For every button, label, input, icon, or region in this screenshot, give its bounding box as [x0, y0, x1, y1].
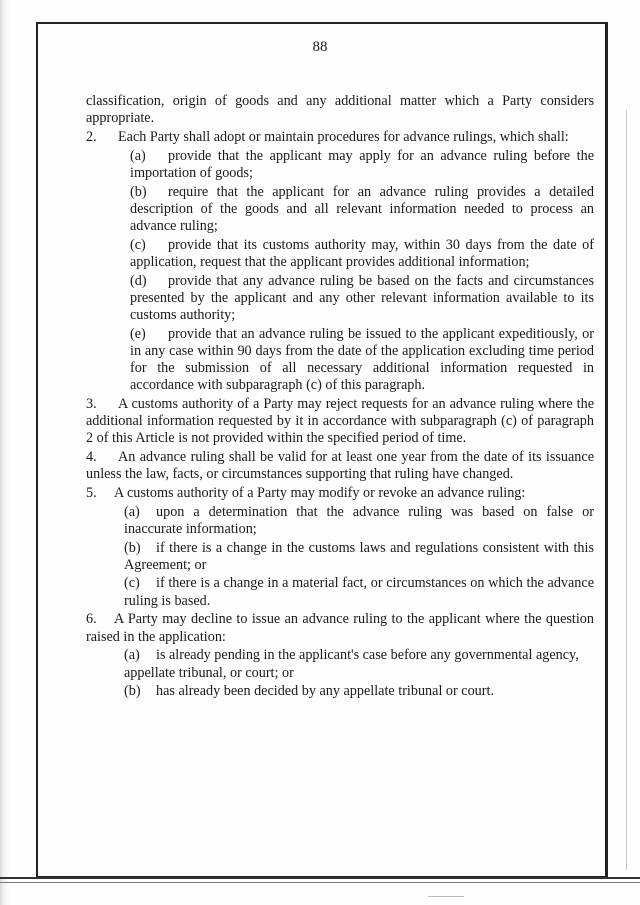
paragraph-number: 2.: [86, 128, 97, 145]
subparagraph-6b: [124, 683, 594, 700]
document-body: [86, 93, 594, 702]
scan-mark: [428, 896, 464, 897]
subparagraph-text: if there is a change in a material fact, or circumstances on which the advance ruling is based.: [124, 575, 594, 609]
subparagraph-text: provide that its customs authority may, within 30 days from the date of application, request that the applicant provides additional information;: [130, 236, 594, 270]
subparagraph-label: (a): [130, 147, 146, 164]
subparagraph-text: provide that an advance ruling be issued to the applicant expeditiously, or in any case within 90 days from the date of the application excluding time period for the submission of all necessary additional information requested in accordance with subparagraph (c) of this paragraph.: [130, 325, 594, 394]
subparagraph-label: (b): [124, 539, 141, 556]
paragraph-3: [86, 396, 594, 448]
subparagraph-2d: [130, 273, 594, 325]
subparagraph-label: (a): [124, 503, 140, 520]
subparagraph-label: (d): [130, 272, 147, 289]
subparagraph-label: (a): [124, 647, 140, 664]
subparagraph-2a: [130, 148, 594, 182]
subparagraph-text: is already pending in the applicant's case before any governmental agency, appellate tribunal, or court; or: [124, 647, 579, 681]
paragraph-number: 5.: [86, 484, 97, 501]
subparagraph-text: require that the applicant for an advance ruling provides a detailed description of the goods and all relevant information needed to process an advance ruling;: [130, 183, 594, 234]
subparagraph-5b: [124, 540, 594, 574]
subparagraph-label: (c): [130, 236, 146, 253]
paragraph-text: A Party may decline to issue an advance ruling to the applicant where the question raised in the application:: [86, 611, 594, 645]
paragraph-text: A customs authority of a Party may modify or revoke an advance ruling:: [114, 484, 526, 501]
paragraph-number: 3.: [86, 395, 97, 412]
paragraph-number: 6.: [86, 611, 97, 628]
subparagraph-text: if there is a change in the customs laws and regulations consistent with this Agreement; or: [124, 539, 594, 573]
subparagraph-text: provide that the applicant may apply for an advance ruling before the importation of goods;: [130, 147, 594, 181]
subparagraph-label: (e): [130, 325, 146, 342]
paragraph-2: [86, 129, 594, 146]
subparagraph-2c: [130, 237, 594, 271]
paragraph-text: Each Party shall adopt or maintain procedures for advance rulings, which shall:: [118, 128, 569, 145]
subparagraph-6a: [124, 647, 594, 681]
subparagraph-label: (b): [130, 183, 147, 200]
subparagraph-5c: [124, 575, 594, 609]
paragraph-5: [86, 485, 594, 502]
paragraph-4: [86, 449, 594, 483]
bottom-border: [0, 877, 640, 883]
paragraph-continuation: [86, 93, 594, 127]
subparagraph-text: has already been decided by any appellate tribunal or court.: [156, 683, 494, 700]
margin-line: [626, 110, 627, 870]
paragraph-text: An advance ruling shall be valid for at least one year from the date of its issuance unless the law, facts, or circumstances supporting that ruling have changed.: [86, 449, 594, 483]
subparagraph-label: (b): [124, 683, 141, 700]
paragraph-number: 4.: [86, 449, 97, 466]
subparagraph-label: (c): [124, 575, 140, 592]
subparagraph-text: provide that any advance ruling be based on the facts and circumstances presented by the applicant and any other relevant information available to its customs authority;: [130, 272, 594, 323]
page-number: 88: [312, 39, 328, 55]
subparagraph-5a: [124, 504, 594, 538]
subparagraph-2b: [130, 184, 594, 236]
paragraph-text: classification, origin of goods and any additional matter which a Party considers appropriate.: [86, 93, 594, 127]
subparagraph-2e: [130, 326, 594, 395]
paragraph-text: A customs authority of a Party may reject requests for an advance ruling where the additional information requested by it in accordance with subparagraph (c) of paragraph 2 of this Article is not provided within the specified period of time.: [86, 395, 594, 447]
paragraph-6: [86, 611, 594, 645]
subparagraph-text: upon a determination that the advance ruling was based on false or inaccurate information;: [124, 503, 594, 537]
